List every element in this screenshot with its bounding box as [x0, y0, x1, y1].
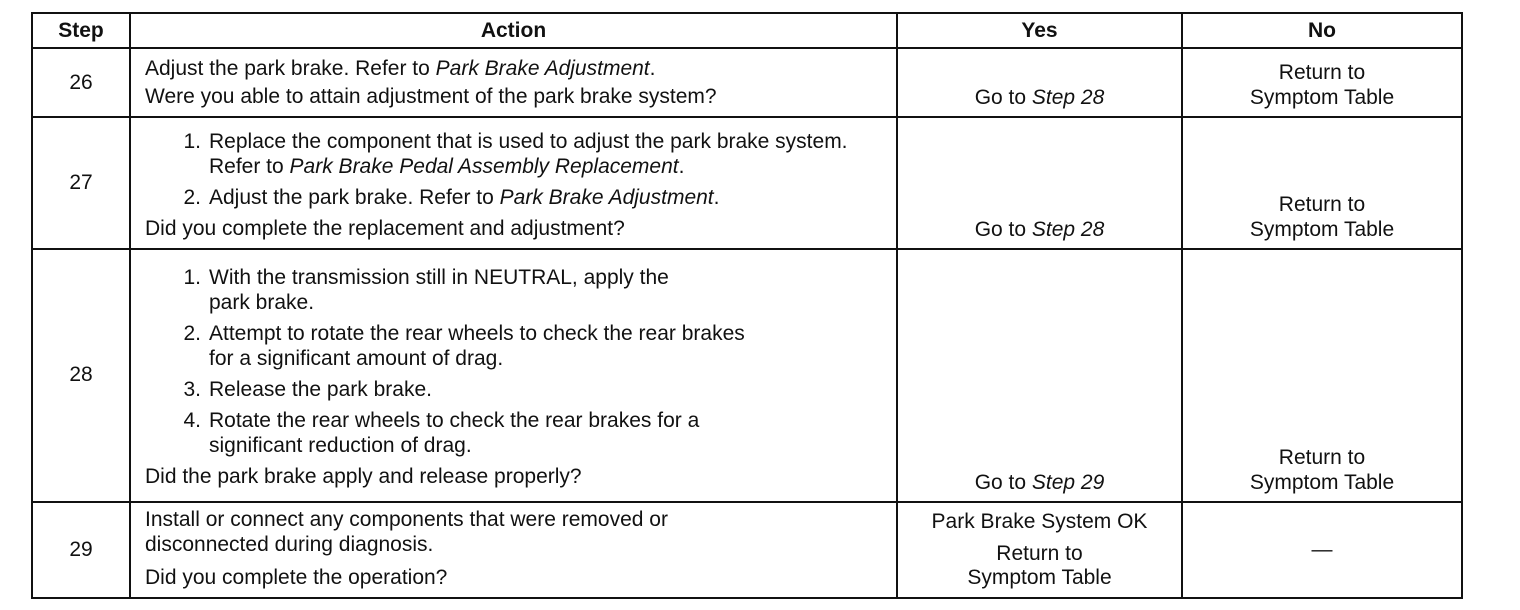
header-step: Step	[32, 13, 130, 48]
yes-cell: Go to Step 28	[897, 117, 1182, 248]
question-text: Were you able to attain adjustment of the park brake system?	[145, 85, 717, 109]
step-reference: Step 28	[1031, 86, 1105, 110]
yes-cell: Go to Step 29	[897, 249, 1182, 502]
table-row	[32, 502, 1462, 598]
action-list	[145, 265, 882, 458]
action-text: Adjust the park brake. Refer to Park Brake Adjustment.	[145, 57, 656, 81]
diagnostic-table	[31, 12, 1463, 599]
step-number: 28	[32, 249, 130, 502]
question-text: Did you complete the operation?	[145, 565, 448, 589]
no-cell: —	[1182, 502, 1462, 598]
header-yes: Yes	[897, 13, 1182, 48]
action-cell	[130, 249, 897, 502]
list-item: 4. Rotate the rear wheels to check the rear brakes for a significant reduction of drag.	[183, 409, 700, 458]
no-cell: Return to Symptom Table	[1182, 117, 1462, 248]
no-cell: Return to Symptom Table	[1182, 48, 1462, 117]
table-row	[32, 117, 1462, 248]
header-action: Action	[130, 13, 897, 48]
list-item: 2. Attempt to rotate the rear wheels to check the rear brakes for a significant amount of drag.	[183, 322, 745, 371]
step-number: 27	[32, 117, 130, 248]
list-item: 1. Replace the component that is used to adjust the park brake system. Refer to Park Brake Pedal Assembly Replacement.	[183, 129, 848, 178]
action-cell	[130, 117, 897, 248]
list-item: 1. With the transmission still in NEUTRAL, apply the park brake.	[183, 266, 669, 315]
table-row	[32, 48, 1462, 117]
step-number: 29	[32, 502, 130, 598]
action-list	[145, 129, 882, 210]
list-item: 2. Adjust the park brake. Refer to Park Brake Adjustment.	[183, 185, 720, 209]
header-no: No	[1182, 13, 1462, 48]
action-text: Install or connect any components that were removed or disconnected during diagnosis.	[145, 507, 668, 556]
step-number: 26	[32, 48, 130, 117]
reference-link: Park Brake Adjustment	[435, 57, 650, 81]
reference-link: Park Brake Adjustment	[499, 185, 714, 209]
table-row	[32, 249, 1462, 502]
header-row	[32, 13, 1462, 48]
action-cell	[130, 48, 897, 117]
step-reference: Step 28	[1031, 217, 1105, 241]
yes-cell: Park Brake System OK Return to Symptom Table	[897, 502, 1182, 598]
question-text: Did the park brake apply and release properly?	[145, 465, 582, 489]
yes-cell: Go to Step 28	[897, 48, 1182, 117]
list-item: 3. Release the park brake.	[183, 378, 432, 402]
question-text: Did you complete the replacement and adjustment?	[145, 216, 625, 240]
no-cell: Return to Symptom Table	[1182, 249, 1462, 502]
reference-link: Park Brake Pedal Assembly Replacement	[289, 154, 679, 178]
result-text: Park Brake System OK	[931, 509, 1148, 533]
action-cell	[130, 502, 897, 598]
step-reference: Step 29	[1031, 470, 1105, 494]
